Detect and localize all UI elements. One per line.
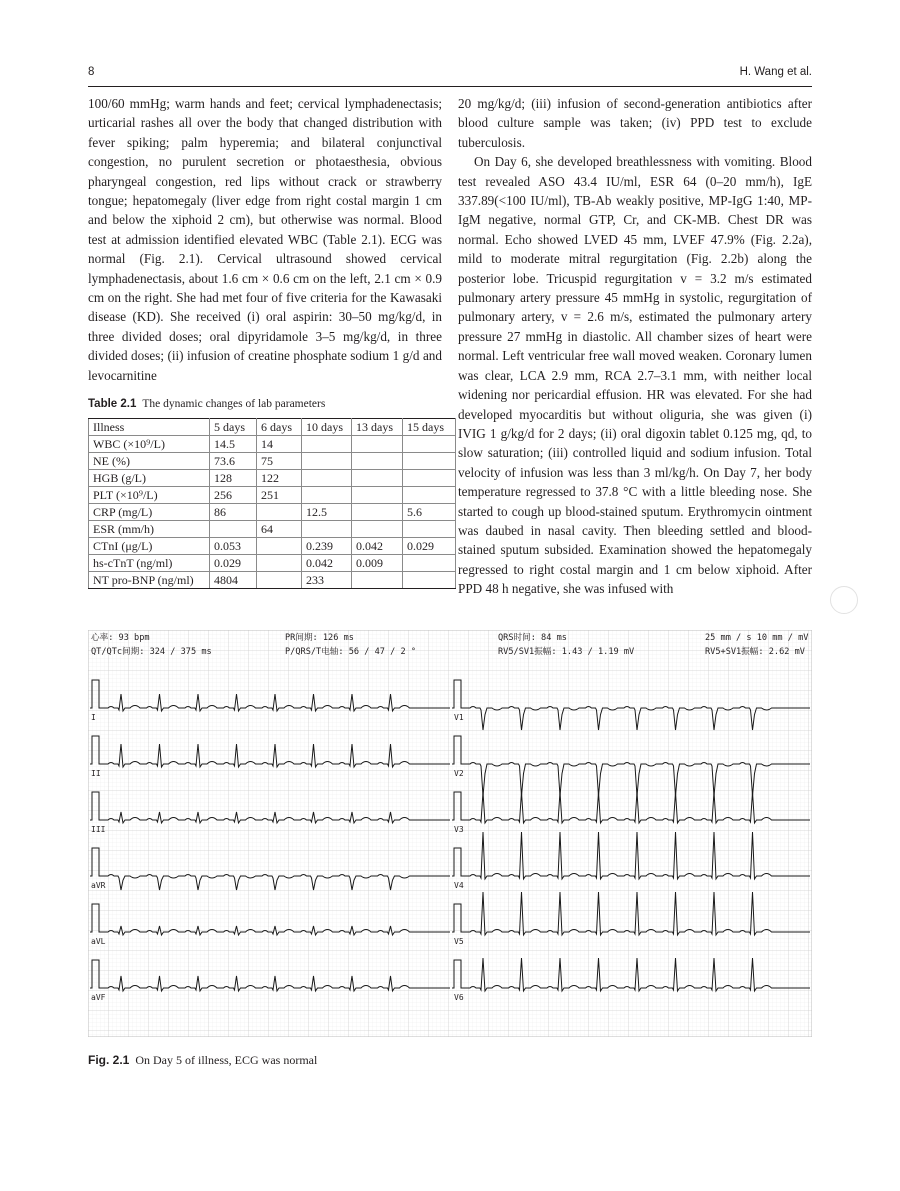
table-cell [403,555,456,572]
table-header-cell: 13 days [352,419,403,436]
table-cell [257,538,302,555]
table-header-cell: 15 days [403,419,456,436]
ecg-lead-label: III [91,825,106,834]
ecg-axis: P/QRS/T电轴: 56 / 47 / 2 ° [285,647,417,657]
table-cell [352,504,403,521]
table-caption-text: The dynamic changes of lab parameters [142,398,326,410]
table-cell: 14 [257,436,302,453]
ecg-lead-label: V3 [454,825,464,834]
table-cell [403,487,456,504]
table-cell: 73.6 [210,453,257,470]
table-cell: hs-cTnT (ng/ml) [89,555,210,572]
table-row [89,521,456,538]
table-cell: 256 [210,487,257,504]
table-row [89,470,456,487]
table-cell: CTnI (μg/L) [89,538,210,555]
table-cell: 0.029 [210,555,257,572]
table-cell [403,436,456,453]
table-label: Table 2.1 [88,398,137,410]
ecg-rv5-sv1: RV5/SV1振幅: 1.43 / 1.19 mV [498,647,635,657]
table-header-cell: Illness [89,419,210,436]
table-cell [257,504,302,521]
table-cell [403,470,456,487]
ecg-lead-label: V1 [454,713,464,722]
left-column [88,94,442,385]
table-cell: NT pro-BNP (ng/ml) [89,572,210,589]
table-cell: 128 [210,470,257,487]
table-cell: 0.029 [403,538,456,555]
table-row [89,436,456,453]
ecg-lead-label: aVR [91,881,106,890]
table-cell: 0.053 [210,538,257,555]
ecg-lead-label: V6 [454,993,464,1002]
table-cell: CRP (mg/L) [89,504,210,521]
figure-caption [88,1053,317,1068]
page-number: 8 [88,66,95,78]
ecg-lead-label: V2 [454,769,464,778]
ecg-lead-label: aVL [91,937,106,946]
table-cell: 4804 [210,572,257,589]
table-cell: ESR (mm/h) [89,521,210,538]
paragraph: On Day 6, she developed breathlessness with vomiting. Blood test revealed ASO 43.4 IU/ml, ESR 64 (0–20 mm/h), IgE 337.89(<100 IU/ml), TB-Ab weakly positive, MP-IgG 1:40, MP-IgM negative, normal GTP, Cr, and CK-MB. Chest DR was normal. Echo showed LVED 45 mm, LVEF 47.9% (Fig. 2.2a), mild to moderate mitral regurgitation (Fig. 2.2b) along the posterior lobe. Tricuspid regurgitation v = 3.2 m/s estimated pulmonary artery pressure 45 mmHg in systolic, regurgitation of pulmonary artery, v = 2.6 m/s, estimated the pulmonary artery pressure 27 mmHg in diastolic. All chamber sizes of heart were normal. Left ventricular free wall moved weaken. Coronary lumen was clear, LCA 2.9 mm, RCA 2.7–3.1 mm, with neither local widening nor pericardial effusion. HR was elevated. For she had developed myocarditis but without oliguria, she was given (i) IVIG 1 g/kg/d for 2 days; (ii) oral digoxin tablet 0.125 mg, qd, to slow saturation; (iii) controlled liquid and sodium infusion. Total velocity of infusion was less than 3 ml/kg/h. On Day 7, her body temperature regressed to 37.8 °C with a little bleeding nose. She started to cough up blood-stained sputum. Erythromycin ointment was daubed in nasal cavity. Then bleeding settled and blood-stained sputum subsided. Examination showed the hepatomegaly regressed to right costal margin and 1 cm below xiphoid. After PPD 48 h negative, she was infused with [458,154,812,597]
ecg-figure [88,630,812,1037]
table-cell [257,572,302,589]
table-cell: 0.009 [352,555,403,572]
table-cell: 75 [257,453,302,470]
table-cell [302,470,352,487]
table-cell [302,521,352,538]
ecg-rv5-plus-sv1: RV5+SV1振幅: 2.62 mV [705,647,805,657]
table-cell [352,453,403,470]
ecg-lead-label: II [91,769,101,778]
ecg-lead-label: V5 [454,937,464,946]
table-cell: HGB (g/L) [89,470,210,487]
table-cell [302,487,352,504]
table-cell: NE (%) [89,453,210,470]
table-row [89,504,456,521]
ecg-heart-rate: 心率: 93 bpm [91,633,150,643]
table-cell [352,572,403,589]
ecg-lead-label: I [91,713,96,722]
ecg-grid [88,630,812,1037]
table-cell [403,453,456,470]
right-column [458,94,812,599]
table-header-cell: 10 days [302,419,352,436]
paragraph: 100/60 mmHg; warm hands and feet; cervical lymphadenectasis; urticarial rashes all over the body that changed distribution with fever spiking; palm hyperemia; and bilateral conjunctival congestion, no purulent secretion or photaesthesia, obvious pharyngeal congestion, red lips without crack or strawberry tongue; hepatomegaly (liver edge from right costal margin 1 cm and below the xiphoid 2 cm), but otherwise was normal. Blood test at admission identified elevated WBC (Table 2.1). ECG was normal (Fig. 2.1). Cervical ultrasound showed cervical lymphadenectasis, about 1.6 cm × 0.6 cm on the left, 2.1 cm × 0.9 cm on the right. She had met four of five criteria for the Kawasaki disease (KD). She received (i) oral aspirin: 30–50 mg/kg/d, in three divided doses; oral dipyridamole 3–5 mg/kg/d, in three divided doses; (ii) infusion of creatine phosphate sodium 1 g/d and levocarnitine [88,96,442,383]
table-cell [352,470,403,487]
figure-label: Fig. 2.1 [88,1053,130,1067]
table-cell: 0.042 [302,555,352,572]
table-cell: 12.5 [302,504,352,521]
table-cell [302,453,352,470]
table-header-row [89,419,456,436]
table-cell: 64 [257,521,302,538]
header-rule [88,86,812,87]
table-cell: 122 [257,470,302,487]
table-cell: PLT (×10⁹/L) [89,487,210,504]
table-cell [210,521,257,538]
ecg-lead-label: V4 [454,881,464,890]
table-row [89,538,456,555]
table-cell [352,487,403,504]
table-caption [88,398,325,410]
table-cell [352,521,403,538]
ecg-speed-gain: 25 mm / s 10 mm / mV [705,633,809,643]
table-cell: WBC (×10⁹/L) [89,436,210,453]
running-head: H. Wang et al. [739,66,812,78]
paragraph: 20 mg/kg/d; (iii) infusion of second-generation antibiotics after blood culture sample was taken; (iv) PPD test to exclude tuberculosis. [458,96,812,150]
page-watermark-icon [830,586,858,614]
table-cell: 251 [257,487,302,504]
table-cell [257,555,302,572]
table-header-cell: 5 days [210,419,257,436]
table-row [89,572,456,589]
table-cell [302,436,352,453]
table-cell [403,572,456,589]
table-cell [403,521,456,538]
table-cell: 233 [302,572,352,589]
ecg-pr-interval: PR间期: 126 ms [285,633,354,643]
table-row [89,487,456,504]
table-cell: 0.042 [352,538,403,555]
table-cell: 0.239 [302,538,352,555]
table-row [89,555,456,572]
figure-caption-text: On Day 5 of illness, ECG was normal [135,1053,318,1067]
ecg-qt-qtc: QT/QTc间期: 324 / 375 ms [91,647,212,657]
table-cell: 5.6 [403,504,456,521]
ecg-qrs-duration: QRS时间: 84 ms [498,633,567,643]
table-cell: 86 [210,504,257,521]
table-cell [352,436,403,453]
lab-parameters-table [88,418,456,589]
table-cell: 14.5 [210,436,257,453]
table-header-cell: 6 days [257,419,302,436]
ecg-lead-label: aVF [91,993,106,1002]
table-row [89,453,456,470]
